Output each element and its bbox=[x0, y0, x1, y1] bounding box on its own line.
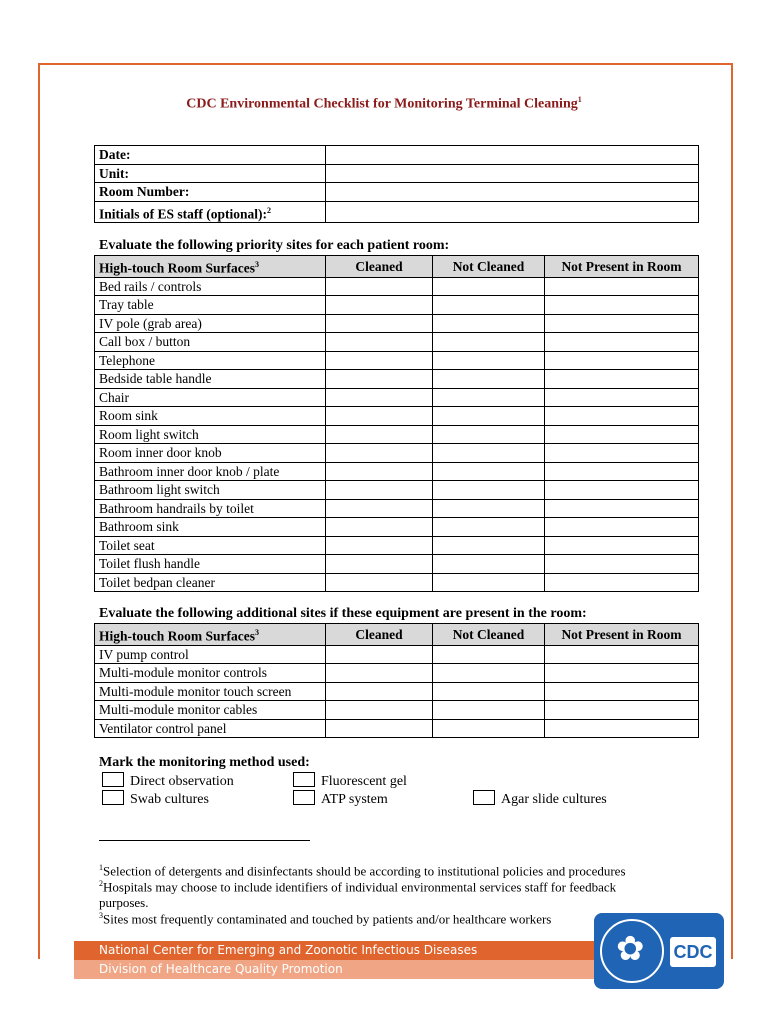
additional-table bbox=[94, 623, 699, 738]
cleaned-cell[interactable] bbox=[326, 682, 433, 701]
checkbox[interactable] bbox=[102, 790, 124, 805]
header-not-present: Not Present in Room bbox=[545, 624, 699, 646]
info-row bbox=[95, 201, 699, 223]
not-cleaned-cell[interactable] bbox=[433, 719, 545, 738]
not-present-cell[interactable] bbox=[545, 351, 699, 370]
info-label: Unit: bbox=[95, 164, 326, 183]
cdc-wordmark: CDC bbox=[670, 937, 716, 967]
site-name: Room inner door knob bbox=[95, 444, 326, 463]
not-present-cell[interactable] bbox=[545, 333, 699, 352]
not-present-cell[interactable] bbox=[545, 481, 699, 500]
not-cleaned-cell[interactable] bbox=[433, 481, 545, 500]
cleaned-cell[interactable] bbox=[326, 370, 433, 389]
section2-label: Evaluate the following additional sites if these equipment are present in the room: bbox=[99, 606, 587, 621]
not-present-cell[interactable] bbox=[545, 370, 699, 389]
not-present-cell[interactable] bbox=[545, 425, 699, 444]
info-row bbox=[95, 164, 699, 183]
site-name: Room sink bbox=[95, 407, 326, 426]
site-name: Chair bbox=[95, 388, 326, 407]
not-cleaned-cell[interactable] bbox=[433, 645, 545, 664]
checkbox[interactable] bbox=[293, 790, 315, 805]
table-row bbox=[95, 645, 699, 664]
checkbox[interactable] bbox=[473, 790, 495, 805]
not-cleaned-cell[interactable] bbox=[433, 277, 545, 296]
site-name: Call box / button bbox=[95, 333, 326, 352]
cleaned-cell[interactable] bbox=[326, 407, 433, 426]
not-present-cell[interactable] bbox=[545, 388, 699, 407]
table-row bbox=[95, 682, 699, 701]
not-present-cell[interactable] bbox=[545, 536, 699, 555]
site-name: Bathroom inner door knob / plate bbox=[95, 462, 326, 481]
info-value-field[interactable] bbox=[326, 146, 699, 165]
not-cleaned-cell[interactable] bbox=[433, 701, 545, 720]
info-value-field[interactable] bbox=[326, 201, 699, 223]
info-row bbox=[95, 183, 699, 202]
not-cleaned-cell[interactable] bbox=[433, 444, 545, 463]
info-value-field[interactable] bbox=[326, 164, 699, 183]
site-name: Bed rails / controls bbox=[95, 277, 326, 296]
not-present-cell[interactable] bbox=[545, 701, 699, 720]
table-row bbox=[95, 701, 699, 720]
info-row bbox=[95, 146, 699, 165]
not-cleaned-cell[interactable] bbox=[433, 462, 545, 481]
priority-table bbox=[94, 255, 699, 592]
not-cleaned-cell[interactable] bbox=[433, 573, 545, 592]
page-title: CDC Environmental Checklist for Monitoring Terminal Cleaning$^1$ bbox=[186, 95, 582, 112]
not-cleaned-cell[interactable] bbox=[433, 682, 545, 701]
not-cleaned-cell[interactable] bbox=[433, 407, 545, 426]
not-present-cell[interactable] bbox=[545, 462, 699, 481]
table-row bbox=[95, 499, 699, 518]
header-not-cleaned: Not Cleaned bbox=[433, 256, 545, 278]
site-name: Bathroom sink bbox=[95, 518, 326, 537]
cleaned-cell[interactable] bbox=[326, 536, 433, 555]
center-band: National Center for Emerging and Zoonotic Infectious Diseases bbox=[74, 941, 614, 960]
cleaned-cell[interactable] bbox=[326, 664, 433, 683]
cleaned-cell[interactable] bbox=[326, 277, 433, 296]
header-cleaned: Cleaned bbox=[326, 624, 433, 646]
not-present-cell[interactable] bbox=[545, 573, 699, 592]
section1-label: Evaluate the following priority sites for each patient room: bbox=[99, 238, 450, 253]
header-cleaned: Cleaned bbox=[326, 256, 433, 278]
cleaned-cell[interactable] bbox=[326, 555, 433, 574]
table-row bbox=[95, 481, 699, 500]
cleaned-cell[interactable] bbox=[326, 444, 433, 463]
not-cleaned-cell[interactable] bbox=[433, 388, 545, 407]
site-name: Multi-module monitor touch screen bbox=[95, 682, 326, 701]
cleaned-cell[interactable] bbox=[326, 462, 433, 481]
cleaned-cell[interactable] bbox=[326, 314, 433, 333]
not-cleaned-cell[interactable] bbox=[433, 518, 545, 537]
table-row bbox=[95, 518, 699, 537]
site-name: Toilet bedpan cleaner bbox=[95, 573, 326, 592]
not-cleaned-cell[interactable] bbox=[433, 333, 545, 352]
cleaned-cell[interactable] bbox=[326, 351, 433, 370]
not-cleaned-cell[interactable] bbox=[433, 425, 545, 444]
table-row bbox=[95, 296, 699, 315]
method-agar[interactable]: Agar slide cultures bbox=[473, 790, 607, 808]
hhs-seal-icon: ✿ bbox=[600, 919, 664, 983]
cleaned-cell[interactable] bbox=[326, 425, 433, 444]
method-swab[interactable]: Swab cultures bbox=[102, 790, 209, 808]
not-cleaned-cell[interactable] bbox=[433, 536, 545, 555]
table-row bbox=[95, 536, 699, 555]
header-surface: High-touch Room Surfaces$^3$ bbox=[95, 256, 326, 278]
cleaned-cell[interactable] bbox=[326, 481, 433, 500]
method-atp[interactable]: ATP system bbox=[293, 790, 388, 808]
not-cleaned-cell[interactable] bbox=[433, 370, 545, 389]
site-name: Toilet seat bbox=[95, 536, 326, 555]
not-present-cell[interactable] bbox=[545, 682, 699, 701]
not-present-cell[interactable] bbox=[545, 645, 699, 664]
header-not-present: Not Present in Room bbox=[545, 256, 699, 278]
table-row bbox=[95, 407, 699, 426]
site-name: IV pole (grab area) bbox=[95, 314, 326, 333]
site-name: Bathroom handrails by toilet bbox=[95, 499, 326, 518]
table-row bbox=[95, 351, 699, 370]
site-name: Telephone bbox=[95, 351, 326, 370]
cdc-logo bbox=[594, 913, 724, 989]
not-cleaned-cell[interactable] bbox=[433, 351, 545, 370]
info-label: Room Number: bbox=[95, 183, 326, 202]
footnote-divider bbox=[99, 840, 310, 841]
not-present-cell[interactable] bbox=[545, 499, 699, 518]
site-name: Multi-module monitor cables bbox=[95, 701, 326, 720]
table-row bbox=[95, 425, 699, 444]
table-row bbox=[95, 664, 699, 683]
site-name: Tray table bbox=[95, 296, 326, 315]
table-row bbox=[95, 555, 699, 574]
cleaned-cell[interactable] bbox=[326, 499, 433, 518]
not-cleaned-cell[interactable] bbox=[433, 296, 545, 315]
header-surface: High-touch Room Surfaces$^3$ bbox=[95, 624, 326, 646]
not-present-cell[interactable] bbox=[545, 314, 699, 333]
info-value-field[interactable] bbox=[326, 183, 699, 202]
not-present-cell[interactable] bbox=[545, 555, 699, 574]
footnote-1: $^1$Selection of detergents and disinfectants should be according to institutional policies and procedures bbox=[99, 863, 626, 879]
not-present-cell[interactable] bbox=[545, 407, 699, 426]
site-name: Bathroom light switch bbox=[95, 481, 326, 500]
checkbox[interactable] bbox=[102, 772, 124, 787]
table-row bbox=[95, 388, 699, 407]
table-row bbox=[95, 333, 699, 352]
info-label: Date: bbox=[95, 146, 326, 165]
info-label: Initials of ES staff (optional):$^2$ bbox=[95, 201, 326, 223]
not-present-cell[interactable] bbox=[545, 296, 699, 315]
table-row bbox=[95, 370, 699, 389]
not-cleaned-cell[interactable] bbox=[433, 664, 545, 683]
method-direct[interactable]: Direct observation bbox=[102, 772, 234, 790]
cleaned-cell[interactable] bbox=[326, 573, 433, 592]
footnote-3: $^3$Sites most frequently contaminated and touched by patients and/or healthcare workers bbox=[99, 911, 552, 927]
method-label: Mark the monitoring method used: bbox=[99, 755, 310, 770]
table-row bbox=[95, 573, 699, 592]
table-row bbox=[95, 444, 699, 463]
cleaned-cell[interactable] bbox=[326, 518, 433, 537]
method-fluorescent[interactable]: Fluorescent gel bbox=[293, 772, 407, 790]
not-cleaned-cell[interactable] bbox=[433, 499, 545, 518]
cleaned-cell[interactable] bbox=[326, 333, 433, 352]
site-name: Room light switch bbox=[95, 425, 326, 444]
division-band: Division of Healthcare Quality Promotion bbox=[74, 960, 614, 979]
info-table bbox=[94, 145, 699, 223]
not-present-cell[interactable] bbox=[545, 444, 699, 463]
not-present-cell[interactable] bbox=[545, 277, 699, 296]
site-name: Multi-module monitor controls bbox=[95, 664, 326, 683]
site-name: Toilet flush handle bbox=[95, 555, 326, 574]
cleaned-cell[interactable] bbox=[326, 388, 433, 407]
header-not-cleaned: Not Cleaned bbox=[433, 624, 545, 646]
not-cleaned-cell[interactable] bbox=[433, 555, 545, 574]
table-row bbox=[95, 314, 699, 333]
table-row bbox=[95, 719, 699, 738]
site-name: Bedside table handle bbox=[95, 370, 326, 389]
cleaned-cell[interactable] bbox=[326, 296, 433, 315]
site-name: Ventilator control panel bbox=[95, 719, 326, 738]
not-present-cell[interactable] bbox=[545, 664, 699, 683]
not-present-cell[interactable] bbox=[545, 719, 699, 738]
cleaned-cell[interactable] bbox=[326, 719, 433, 738]
cleaned-cell[interactable] bbox=[326, 645, 433, 664]
footnote-2: $^2$Hospitals may choose to include identifiers of individual environmental services staff for feedback purposes. bbox=[99, 879, 617, 911]
checkbox[interactable] bbox=[293, 772, 315, 787]
table-row bbox=[95, 277, 699, 296]
not-present-cell[interactable] bbox=[545, 518, 699, 537]
cleaned-cell[interactable] bbox=[326, 701, 433, 720]
site-name: IV pump control bbox=[95, 645, 326, 664]
table-row bbox=[95, 462, 699, 481]
not-cleaned-cell[interactable] bbox=[433, 314, 545, 333]
